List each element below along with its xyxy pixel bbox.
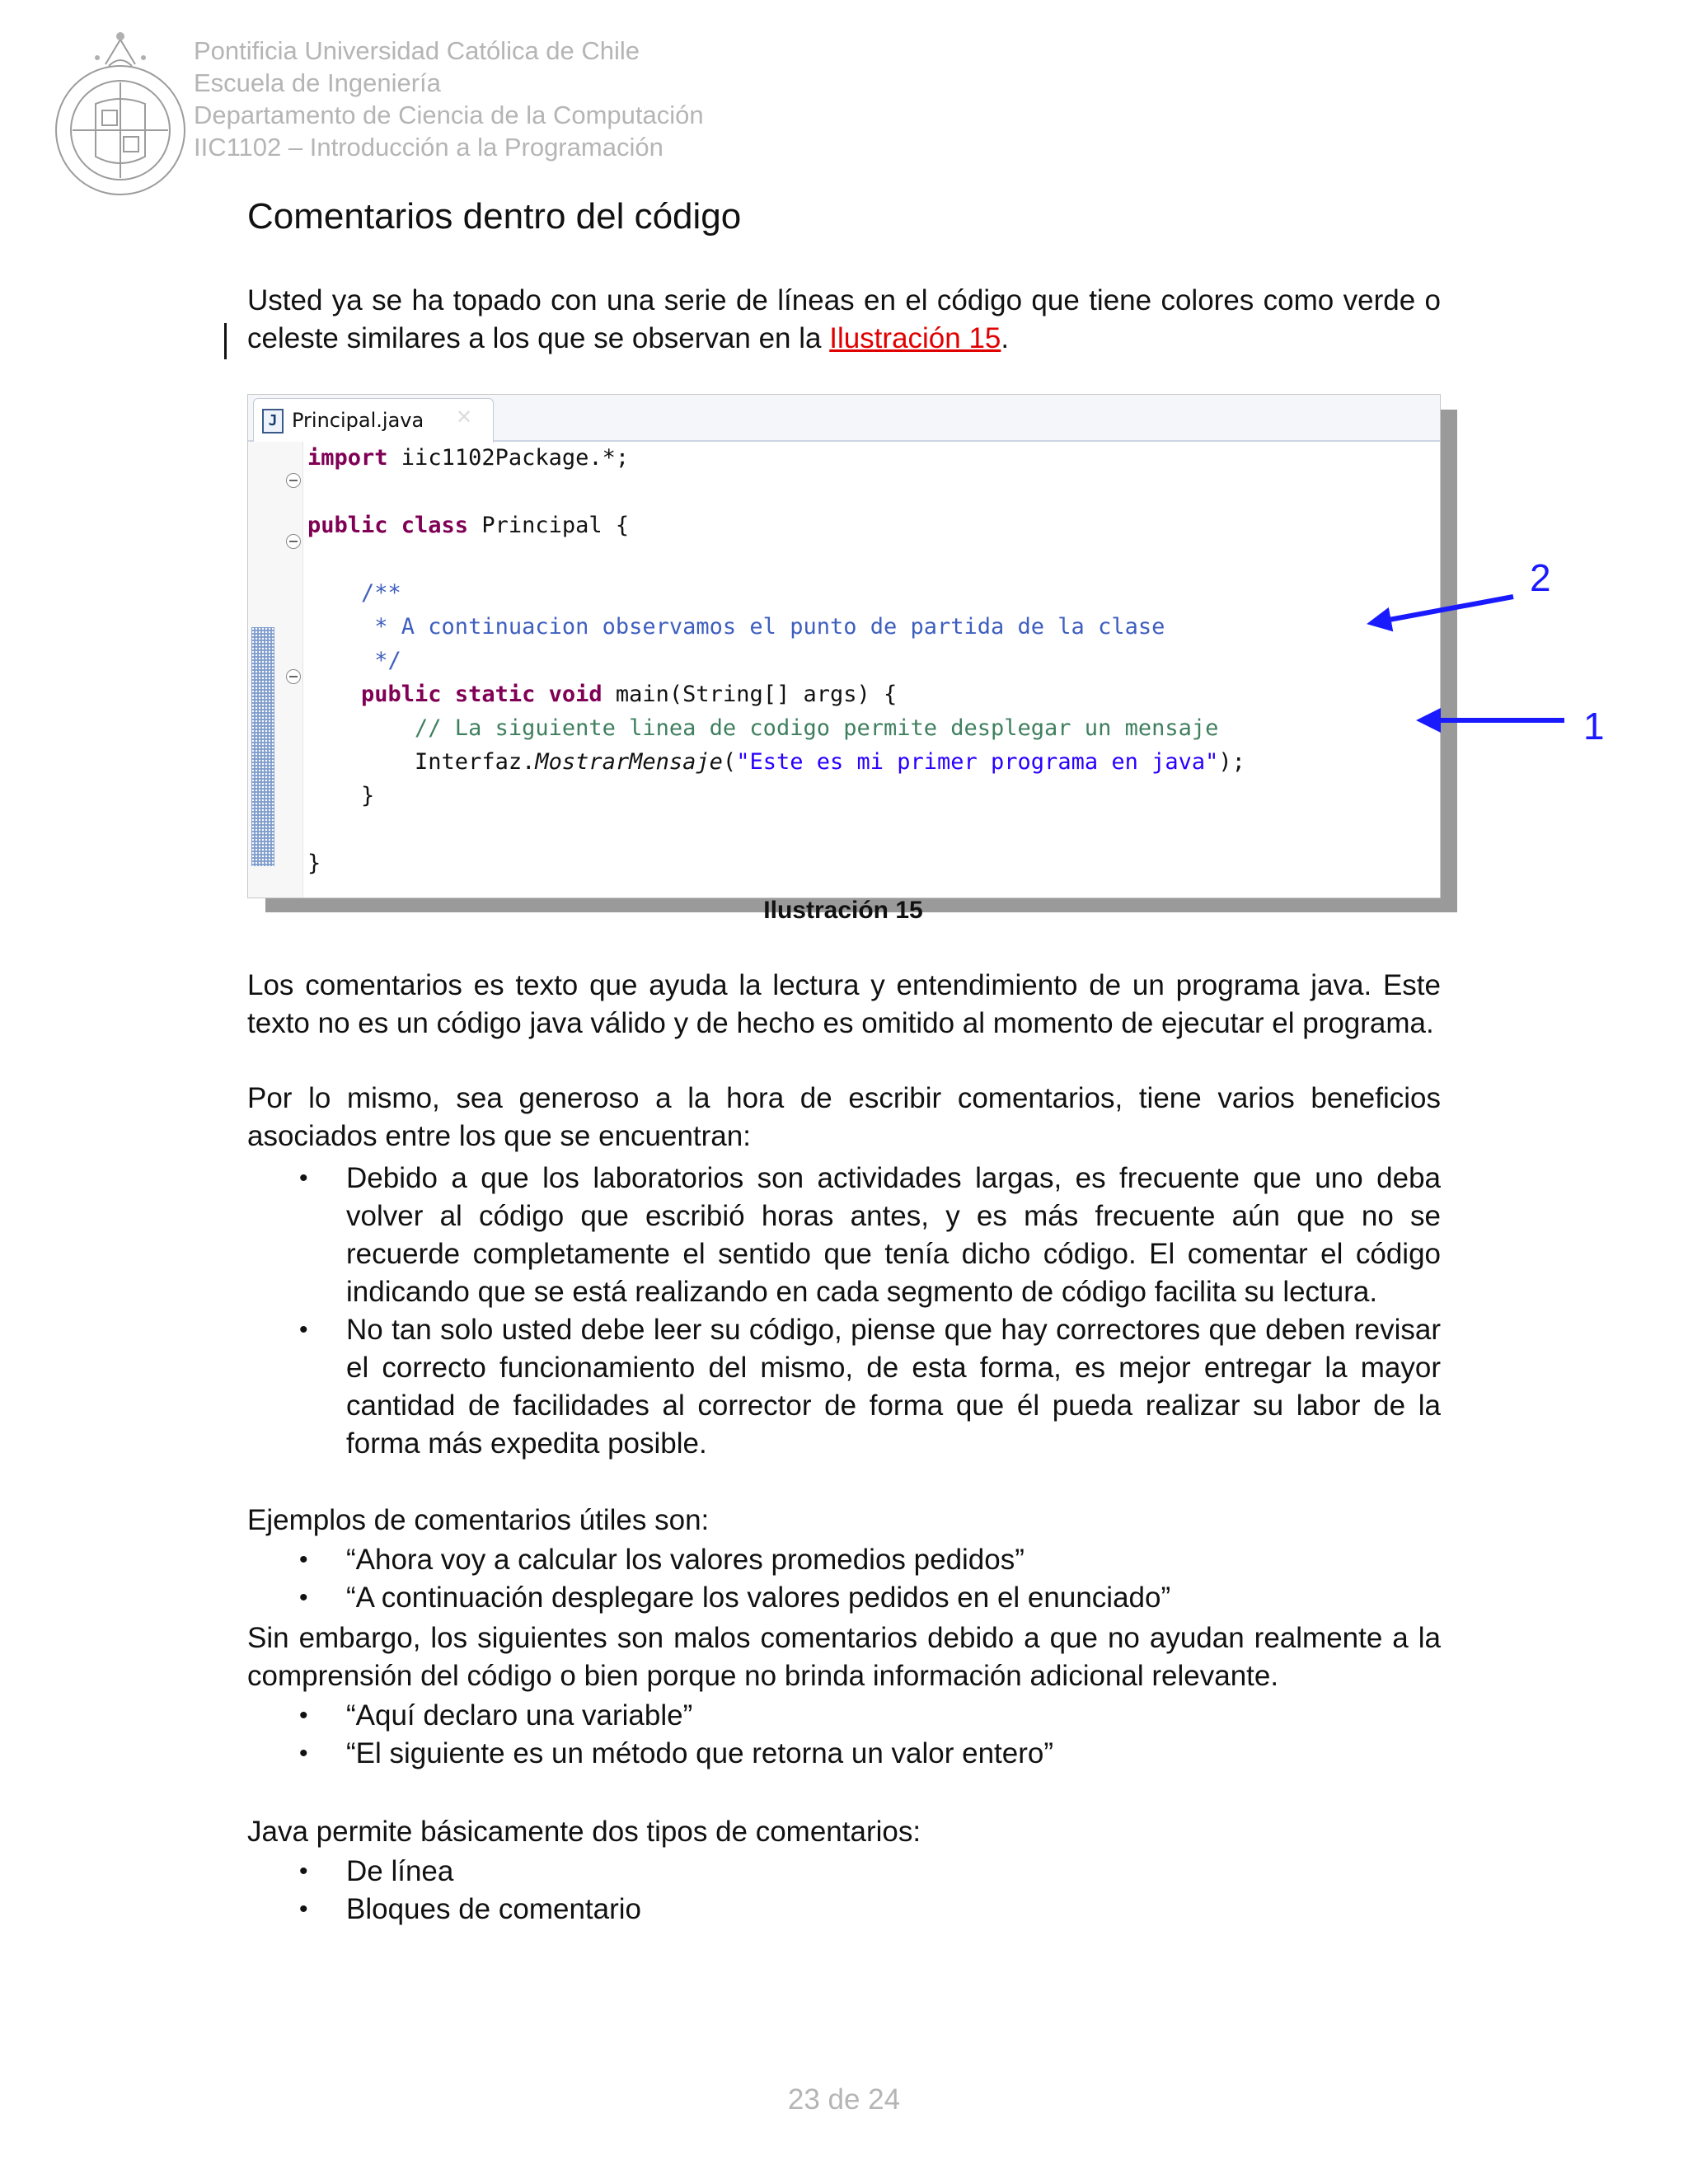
fold-collapse-icon[interactable] <box>286 473 301 488</box>
intro-text: Usted ya se ha topado con una serie de líneas en el código que tiene colores como verde o celeste similares a los que se observan en la <box>247 284 1441 354</box>
editor-tab-strip <box>248 395 1440 442</box>
page-number: 23 de 24 <box>787 2083 901 2116</box>
figure-caption: Ilustración 15 <box>763 897 923 924</box>
fold-collapse-icon[interactable] <box>286 669 301 684</box>
paragraph-comments-definition: Los comentarios es texto que ayuda la lectura y entendimiento de un programa java. Este texto no es un código java válido y de hecho es omitido al momento de ejecutar el programa. <box>247 969 1441 1039</box>
callout-number-1: 1 <box>1583 705 1605 748</box>
code-line: */ <box>307 648 401 673</box>
benefits-list <box>247 1160 1441 1463</box>
institution-header <box>194 35 704 163</box>
close-icon[interactable]: ✕ <box>456 406 473 429</box>
header-university: Pontificia Universidad Católica de Chile <box>194 36 640 65</box>
header-school: Escuela de Ingeniería <box>194 68 441 97</box>
editor-tab-label: Principal.java <box>292 409 424 432</box>
list-item: • No tan solo usted debe leer su código, piense que hay correctores que deben revisar el correcto funcionamiento del mismo, de esta forma, es mejor entregar la mayor cantidad de facilidades al corrector de forma que él pueda realizar su labor de la forma más expedita posible. <box>299 1314 1441 1460</box>
revision-bar <box>224 323 227 359</box>
list-item: • “El siguiente es un método que retorna un valor entero” <box>299 1737 1054 1769</box>
list-item: • “A continuación desplegare los valores pedidos en el enunciado” <box>299 1582 1171 1614</box>
university-seal-icon <box>48 25 193 198</box>
code-line: import iic1102Package.*; <box>307 445 630 471</box>
list-item: • Debido a que los laboratorios son actividades largas, es frecuente que uno deba volver al código que escribió horas antes, y es más frecuente aún que no se recuerde completamente el sentido que tenía dicho código. El comentar el código indicando que se está realizando en cada segmento de código facilita su lectura. <box>299 1162 1441 1308</box>
code-line: public static void main(String[] args) { <box>361 682 898 707</box>
header-course: IIC1102 – Introducción a la Programación <box>194 133 663 162</box>
editor-gutter <box>248 442 303 898</box>
code-line: * A continuacion observamos el punto de partida de la clase <box>307 614 1165 640</box>
callout-number-2: 2 <box>1530 556 1551 599</box>
paragraph-benefits-intro: Por lo mismo, sea generoso a la hora de escribir comentarios, tiene varios beneficios asociados entre los que se encuentran: <box>247 1082 1441 1152</box>
code-line: /** <box>307 580 401 606</box>
comment-types-title: Java permite básicamente dos tipos de comentarios: <box>247 1816 921 1848</box>
bad-examples-list <box>247 1697 1441 1773</box>
code-line: } <box>307 851 321 876</box>
list-item: • “Ahora voy a calcular los valores promedios pedidos” <box>299 1544 1025 1576</box>
java-file-icon: J <box>262 409 284 434</box>
intro-paragraph <box>247 282 1441 358</box>
comment-types-list <box>247 1853 1441 1929</box>
code-line: public class Principal { <box>307 513 630 538</box>
good-examples-list <box>247 1541 1441 1617</box>
list-item: • De línea <box>299 1855 454 1887</box>
editor-tab[interactable] <box>253 398 494 443</box>
list-item: • “Aquí declaro una variable” <box>299 1699 693 1732</box>
code-line: } <box>307 783 375 808</box>
header-department: Departamento de Ciencia de la Computación <box>194 101 704 129</box>
code-area[interactable] <box>307 442 1245 876</box>
intro-end: . <box>1001 322 1010 354</box>
code-line: // La siguiente linea de codigo permite desplegar un mensaje <box>307 715 1219 741</box>
list-item: • Bloques de comentario <box>299 1893 641 1925</box>
good-examples-title: Ejemplos de comentarios útiles son: <box>247 1504 710 1536</box>
section-title: Comentarios dentro del código <box>247 196 742 237</box>
fold-collapse-icon[interactable] <box>286 534 301 549</box>
ide-screenshot <box>247 394 1441 898</box>
bad-examples-intro: Sin embargo, los siguientes son malos comentarios debido a que no ayudan realmente a la comprensión del código o bien porque no brinda información adicional relevante. <box>247 1622 1441 1692</box>
figure-link[interactable]: Ilustración 15 <box>829 322 1001 354</box>
code-line: Interfaz.MostrarMensaje("Este es mi primer programa en java"); <box>307 749 1245 775</box>
quick-diff-bar <box>251 627 274 866</box>
